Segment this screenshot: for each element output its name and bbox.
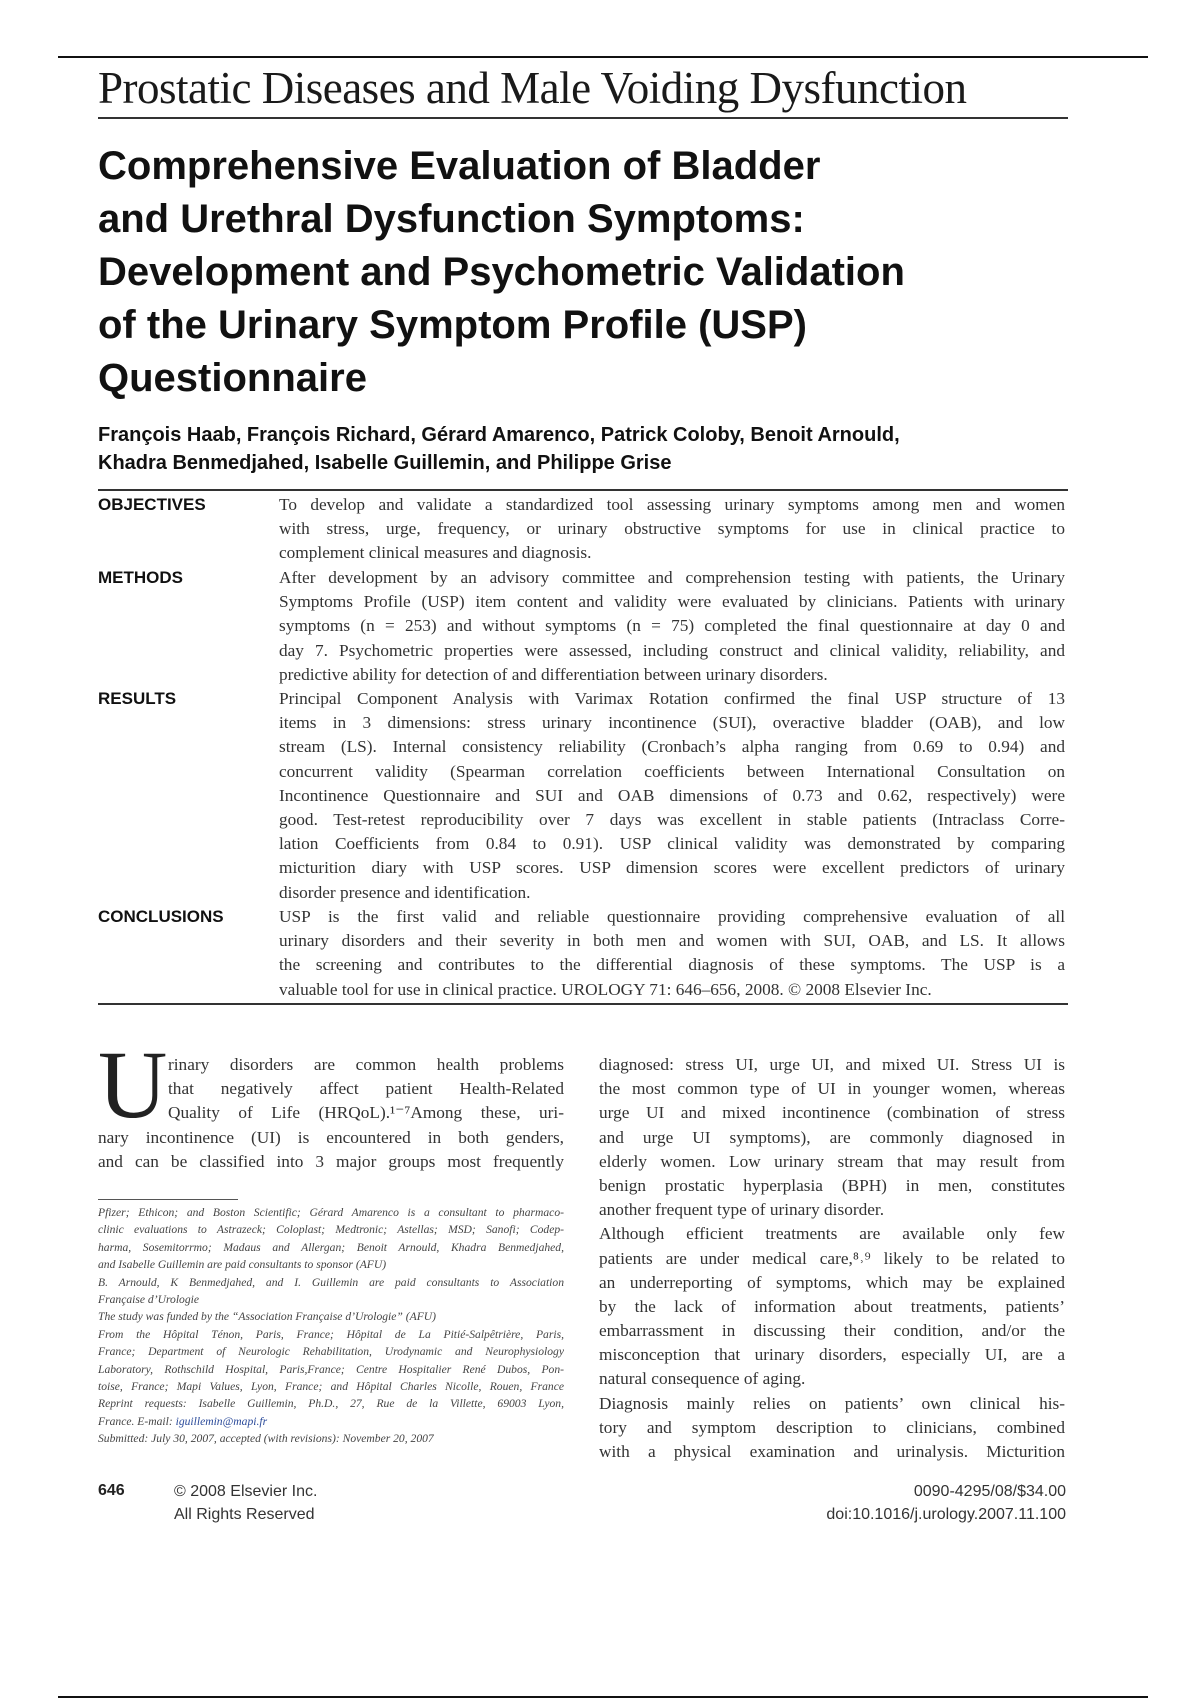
title-line: Development and Psychometric Validation: [98, 250, 905, 294]
abstract-line: day 7. Psychometric properties were assessed, including construct and clinical validity, reliability, and: [279, 640, 1065, 660]
body-column-left: [98, 1053, 564, 1174]
body-line: rinary disorders are common health problems: [168, 1055, 564, 1074]
body-line: Diagnosis mainly relies on patients’ own clinical his-: [599, 1393, 1065, 1413]
body-line: by the lack of information about treatments, patients’: [599, 1296, 1065, 1316]
abstract-methods: [279, 566, 1065, 687]
body-line: embarrassment in discussing their condition, and/or the: [599, 1321, 1065, 1341]
abstract-line: predictive ability for detection of and differentiation between urinary disorders.: [279, 664, 828, 684]
footnote-line: B. Arnould, K Benmedjahed, and I. Guillemin are paid consultants to Association: [98, 1275, 564, 1289]
footnote-line: clinic evaluations to Astrazeck; Coloplast; Medtronic; Astellas; MSD; Sanofi; Codep-: [98, 1223, 564, 1237]
abstract-line: micturition diary with USP scores. USP dimension scores were excellent predictors of urinary: [279, 858, 1065, 878]
footnote-line: harma, Sosemitorrmo; Madaus and Allergan; Benoit Arnould, Khadra Benmedjahed,: [98, 1240, 564, 1254]
abstract-line: lation Coefficients from 0.84 to 0.91). USP clinical validity was demonstrated by comparing: [279, 834, 1065, 854]
abstract-label-objectives: OBJECTIVES: [98, 495, 206, 514]
footnote-line: The study was funded by the “Association Française d’Urologie” (AFU): [98, 1310, 437, 1324]
body-line: with a physical examination and urinalysis. Micturition: [599, 1442, 1065, 1461]
article-title: [98, 140, 1058, 405]
abstract-conclusions: [279, 905, 1065, 1002]
footnote-rule: [98, 1199, 238, 1200]
body-line: natural consequence of aging.: [599, 1369, 806, 1389]
footnote-line: toise, France; Mapi Values, Lyon, France; and Hôpital Charles Nicolle, Rouen, France: [98, 1379, 564, 1393]
author-list: [98, 421, 1058, 477]
body-line: tory and symptom description to clinicians, combined: [599, 1417, 1065, 1437]
author-line: Khadra Benmedjahed, Isabelle Guillemin, and Philippe Grise: [98, 452, 672, 474]
abstract-line: After development by an advisory committee and comprehension testing with patients, the Urinary: [279, 568, 1065, 587]
footnote-line: Reprint requests: Isabelle Guillemin, Ph.D., 27, Rue de la Villette, 69003 Lyon,: [98, 1397, 564, 1411]
abstract-label-conclusions: CONCLUSIONS: [98, 907, 224, 926]
footnote-submitted: Submitted: July 30, 2007, accepted (with revisions): November 20, 2007: [98, 1432, 434, 1446]
footnote-line: From the Hôpital Ténon, Paris, France; Hôpital de La Pitié-Salpêtrière, Paris,: [98, 1327, 564, 1341]
author-line: François Haab, François Richard, Gérard Amarenco, Patrick Coloby, Benoit Arnould,: [98, 424, 900, 446]
body-line: Quality of Life (HRQoL).¹⁻⁷Among these, uri-: [168, 1103, 564, 1123]
body-line: the most common type of UI in younger women, whereas: [599, 1079, 1065, 1099]
copyright-line: All Rights Reserved: [174, 1506, 315, 1523]
body-line: and can be classified into 3 major groups most frequently: [98, 1151, 564, 1171]
copyright-line: © 2008 Elsevier Inc.: [174, 1483, 318, 1500]
abstract-line: with stress, urge, frequency, or urinary obstructive symptoms for use in clinical practice to: [279, 519, 1065, 539]
abstract-line: disorder presence and identification.: [279, 882, 531, 902]
body-line: benign prostatic hyperplasia (BPH) in men, constitutes: [599, 1175, 1065, 1195]
abstract-line: symptoms (n = 253) and without symptoms (n = 75) completed the final questionnaire at day 0 and: [279, 616, 1065, 636]
abstract-results: [279, 687, 1065, 905]
footnote-line: Laboratory, Rothschild Hospital, Paris,France; Centre Hospitalier René Dubos, Pon-: [98, 1362, 564, 1376]
abstract-line: concurrent validity (Spearman correlation coefficients between International Consultation on: [279, 761, 1065, 781]
footnote-line: and Isabelle Guillemin are paid consultants to sponsor (AFU): [98, 1258, 387, 1272]
body-line: another frequent type of urinary disorder.: [599, 1200, 885, 1220]
abstract-rule-top: [98, 489, 1068, 491]
abstract-line: To develop and validate a standardized tool assessing urinary symptoms among men and women: [279, 495, 1065, 514]
abstract-line: the screening and contributes to the differential diagnosis of these symptoms. The USP is a: [279, 955, 1065, 975]
footnote-line: Française d’Urologie: [98, 1292, 199, 1306]
abstract-rule-bottom: [98, 1003, 1068, 1005]
abstract-line: complement clinical measures and diagnosis.: [279, 543, 592, 563]
abstract-objectives: [279, 493, 1065, 566]
title-line: and Urethral Dysfunction Symptoms:: [98, 197, 805, 241]
abstract-label-methods: METHODS: [98, 568, 183, 587]
abstract-label-results: RESULTS: [98, 689, 177, 708]
title-line: of the Urinary Symptom Profile (USP): [98, 303, 807, 347]
email-prefix: France. E-mail:: [98, 1414, 176, 1428]
journal-section-heading: Prostatic Diseases and Male Voiding Dysfunction: [98, 63, 967, 113]
email-link[interactable]: iguillemin@mapi.fr: [175, 1414, 268, 1428]
copyright: [174, 1480, 317, 1526]
body-line: urge UI and mixed incontinence (combination of stress: [599, 1103, 1065, 1123]
abstract-line: Principal Component Analysis with Varimax Rotation confirmed the final USP structure of 13: [279, 689, 1065, 708]
abstract-line: urinary disorders and their severity in both men and women with SUI, OAB, and LS. It allows: [279, 931, 1065, 951]
abstract-line: Symptoms Profile (USP) item content and validity were evaluated by clinicians. Patients with urinary: [279, 592, 1065, 612]
body-line: nary incontinence (UI) is encountered in both genders,: [98, 1127, 564, 1147]
abstract-line: stream (LS). Internal consistency reliability (Cronbach’s alpha ranging from 0.69 to 0.94) and: [279, 737, 1065, 757]
abstract-line: Incontinence Questionnaire and SUI and OAB dimensions of 0.73 and 0.62, respectively) were: [279, 785, 1065, 805]
body-line: and urge UI symptoms), are commonly diagnosed in: [599, 1127, 1065, 1147]
doi: doi:10.1016/j.urology.2007.11.100: [826, 1506, 1066, 1523]
body-line: diagnosed: stress UI, urge UI, and mixed UI. Stress UI is: [599, 1055, 1065, 1074]
body-line: misconception that urinary disorders, especially UI, are a: [599, 1345, 1065, 1365]
body-column-right: [599, 1053, 1065, 1464]
top-rule: [58, 56, 1148, 58]
title-line: Comprehensive Evaluation of Bladder: [98, 144, 821, 188]
footnotes: [98, 1204, 564, 1447]
title-line: Questionnaire: [98, 356, 367, 400]
body-line: Although efficient treatments are available only few: [599, 1224, 1065, 1244]
issn-doi: [826, 1480, 1066, 1526]
bottom-rule: [58, 1696, 1148, 1698]
footnote-email-line: [98, 1413, 564, 1430]
abstract-line: good. Test-retest reproducibility over 7 days was excellent in stable patients (Intraclass Corre-: [279, 809, 1065, 829]
abstract-line: USP is the first valid and reliable questionnaire providing comprehensive evaluation of all: [279, 907, 1065, 926]
abstract-line: items in 3 dimensions: stress urinary incontinence (SUI), overactive bladder (OAB), and low: [279, 713, 1065, 733]
section-rule: [98, 117, 1068, 119]
body-line: an underreporting of symptoms, which may be explained: [599, 1272, 1065, 1292]
issn: 0090-4295/08/$34.00: [913, 1483, 1066, 1500]
abstract-line: valuable tool for use in clinical practice. UROLOGY 71: 646–656, 2008. © 2008 Elsevier Inc.: [279, 979, 932, 999]
page-number: 646: [98, 1482, 125, 1499]
body-line: elderly women. Low urinary stream that may result from: [599, 1151, 1065, 1171]
body-line: that negatively affect patient Health-Related: [168, 1079, 564, 1099]
footnote-line: France; Department of Neurologic Rehabilitation, Urodynamic and Neurophysiology: [98, 1345, 564, 1359]
drop-cap: U: [98, 1031, 168, 1138]
body-line: patients are under medical care,⁸˒⁹ likely to be related to: [599, 1248, 1065, 1268]
footnote-line: Pfizer; Ethicon; and Boston Scientific; Gérard Amarenco is a consultant to pharmaco-: [98, 1206, 564, 1219]
